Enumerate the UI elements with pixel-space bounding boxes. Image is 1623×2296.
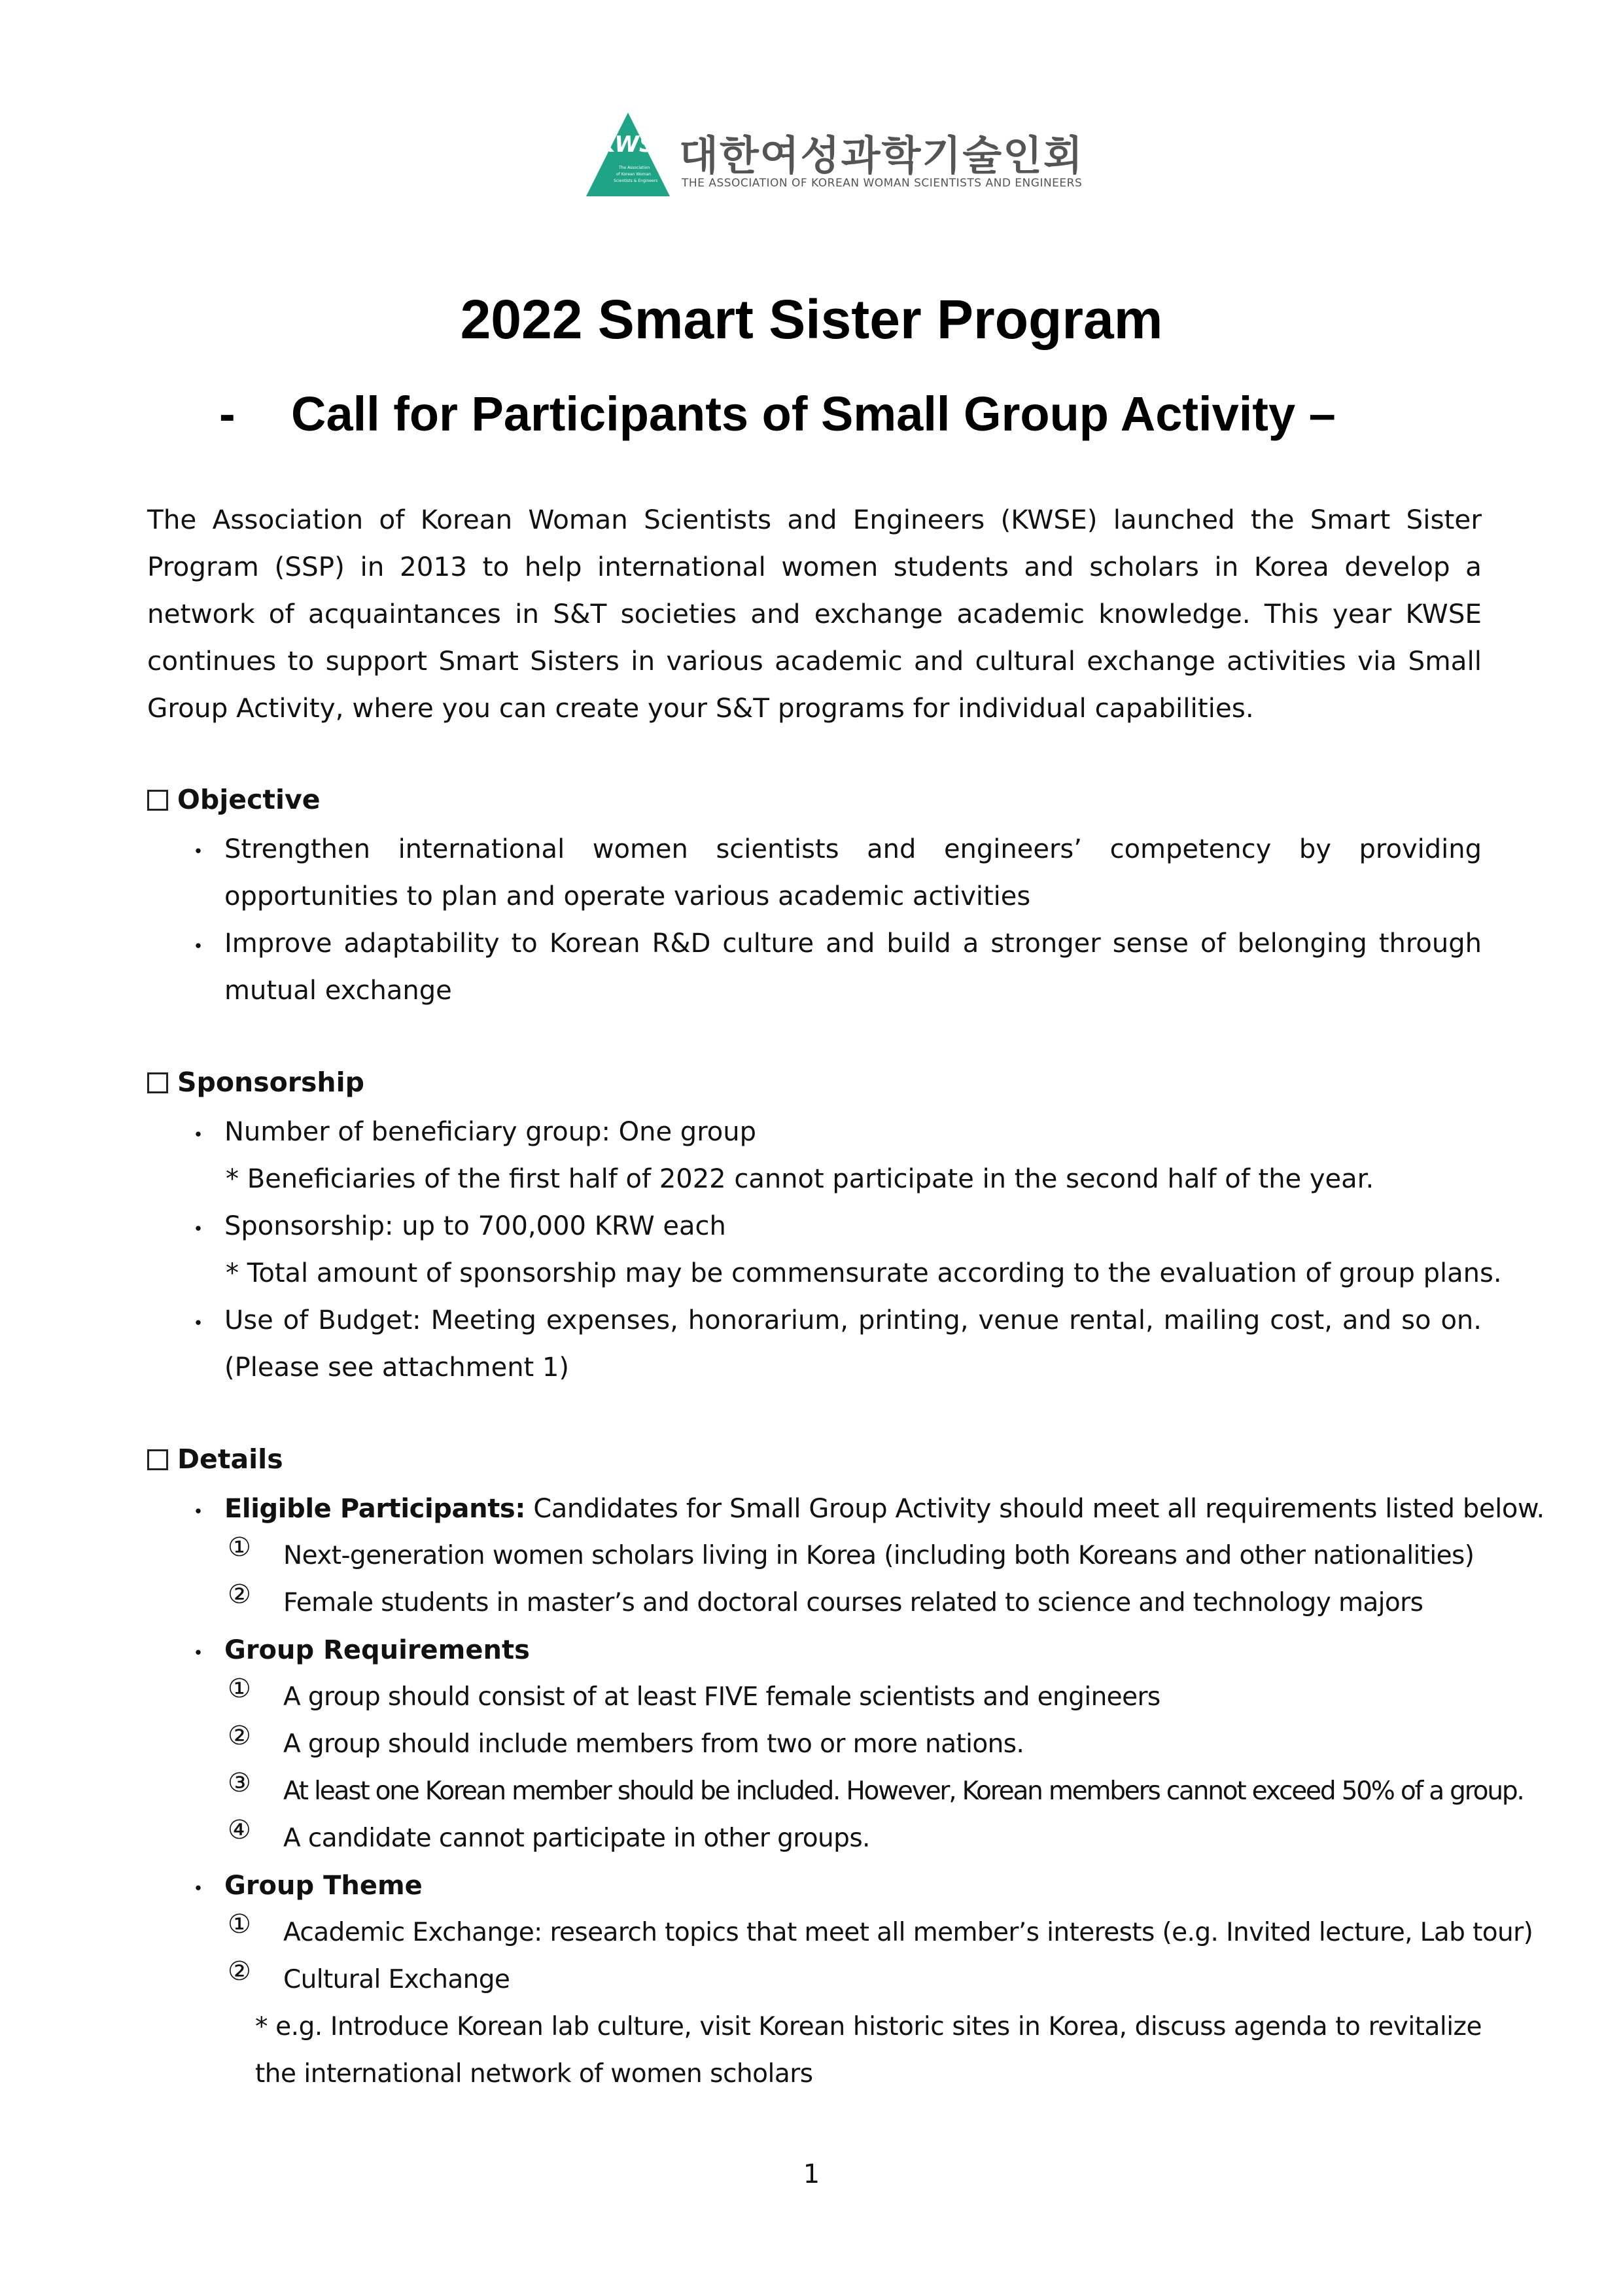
circled-number: ②	[228, 1580, 251, 1610]
eligible-item: Next-generation women scholars living in Korea (including both Koreans and other nationalities)	[283, 1541, 1475, 1570]
requirement-item: A candidate cannot participate in other groups.	[283, 1824, 870, 1853]
bullet-icon: ・	[185, 1497, 211, 1527]
bullet-icon: ・	[185, 837, 211, 867]
circled-number: ①	[228, 1532, 251, 1563]
group-theme-label: Group Theme	[224, 1871, 423, 1901]
eligible-item: Female students in master’s and doctoral courses related to science and technology majors	[283, 1588, 1423, 1617]
section-heading-objective: Objective	[147, 784, 321, 815]
requirement-item: A group should consist of at least FIVE female scientists and engineers	[283, 1682, 1161, 1712]
bullet-icon: ・	[185, 1214, 211, 1245]
circled-number: ②	[228, 1721, 251, 1751]
theme-note: * e.g. Introduce Korean lab culture, visit Korean historic sites in Korea, discuss agenda to revitalize the international network of women scholars	[255, 2012, 1482, 2089]
section-heading-sponsorship: Sponsorship	[147, 1067, 364, 1098]
sponsorship-item: Number of beneficiary group: One group	[224, 1117, 756, 1147]
eligible-text: Candidates for Small Group Activity should meet all requirements listed below.	[525, 1494, 1544, 1524]
page-title: 2022 Smart Sister Program	[460, 289, 1163, 350]
bullet-icon: ・	[185, 932, 211, 962]
svg-text:Scientists & Engineers: Scientists & Engineers	[614, 179, 658, 183]
page-number: 1	[803, 2159, 820, 2189]
subtitle-dash: -	[219, 387, 236, 441]
eligible-label: Eligible Participants:	[224, 1494, 525, 1524]
theme-item: Cultural Exchange	[283, 1965, 510, 1994]
sponsorship-item: Sponsorship: up to 700,000 KRW each	[224, 1211, 726, 1241]
sponsorship-note: * Beneficiaries of the first half of 2022 cannot participate in the second half of the year.	[226, 1164, 1374, 1194]
bullet-icon: ・	[185, 1638, 211, 1669]
sponsorship-item: Use of Budget: Meeting expenses, honorarium, printing, venue rental, mailing cost, and so on. (Please see attachment 1)	[224, 1305, 1482, 1383]
checkbox-square-icon	[147, 1072, 168, 1093]
bullet-icon: ・	[185, 1874, 211, 1904]
circled-number: ①	[228, 1909, 251, 1939]
requirement-item: At least one Korean member should be included. However, Korean members cannot exceed 50% of a group.	[283, 1776, 1524, 1806]
circled-number: ④	[228, 1815, 251, 1845]
kwse-logo	[582, 111, 1084, 200]
intro-paragraph: The Association of Korean Woman Scientists and Engineers (KWSE) launched the Smart Sister Program (SSP) in 2013 to help international women students and scholars in Korea develop a network of acquaintances in S&T societies and exchange academic knowledge. This year KWSE continues to support Smart Sisters in various academic and cultural exchange activities via Small Group Activity, where you can create your S&T programs for individual capabilities.	[147, 504, 1482, 724]
group-requirements-label: Group Requirements	[224, 1635, 530, 1665]
eligible-participants	[224, 1485, 1544, 1532]
logo-english-name: THE ASSOCIATION OF KOREAN WOMAN SCIENTISTS AND ENGINEERS	[682, 177, 1083, 190]
circled-number: ②	[228, 1956, 251, 1987]
kwse-triangle-logo-icon	[582, 111, 674, 200]
svg-text:The Association: The Association	[619, 166, 650, 170]
objective-item: Improve adaptability to Korean R&D culture and build a stronger sense of belonging through mutual exchange	[224, 928, 1482, 1006]
svg-text:KWSE: KWSE	[598, 132, 671, 158]
section-heading-details: Details	[147, 1443, 283, 1475]
circled-number: ③	[228, 1768, 251, 1798]
subtitle-text: Call for Participants of Small Group Activity –	[291, 387, 1336, 441]
logo-korean-name: 대한여성과학기술인회	[679, 132, 1084, 179]
checkbox-square-icon	[147, 790, 168, 811]
bullet-icon: ・	[185, 1120, 211, 1150]
circled-number: ①	[228, 1674, 251, 1704]
svg-text:of Korean Woman: of Korean Woman	[616, 172, 651, 177]
checkbox-square-icon	[147, 1449, 168, 1470]
requirement-item: A group should include members from two or more nations.	[283, 1729, 1024, 1759]
sponsorship-note: * Total amount of sponsorship may be commensurate according to the evaluation of group plans.	[226, 1258, 1502, 1288]
theme-item: Academic Exchange: research topics that meet all member’s interests (e.g. Invited lecture, Lab tour)	[283, 1918, 1533, 1947]
bullet-icon: ・	[185, 1309, 211, 1339]
objective-item: Strengthen international women scientists and engineers’ competency by providing opportunities to plan and operate various academic activities	[224, 834, 1482, 911]
